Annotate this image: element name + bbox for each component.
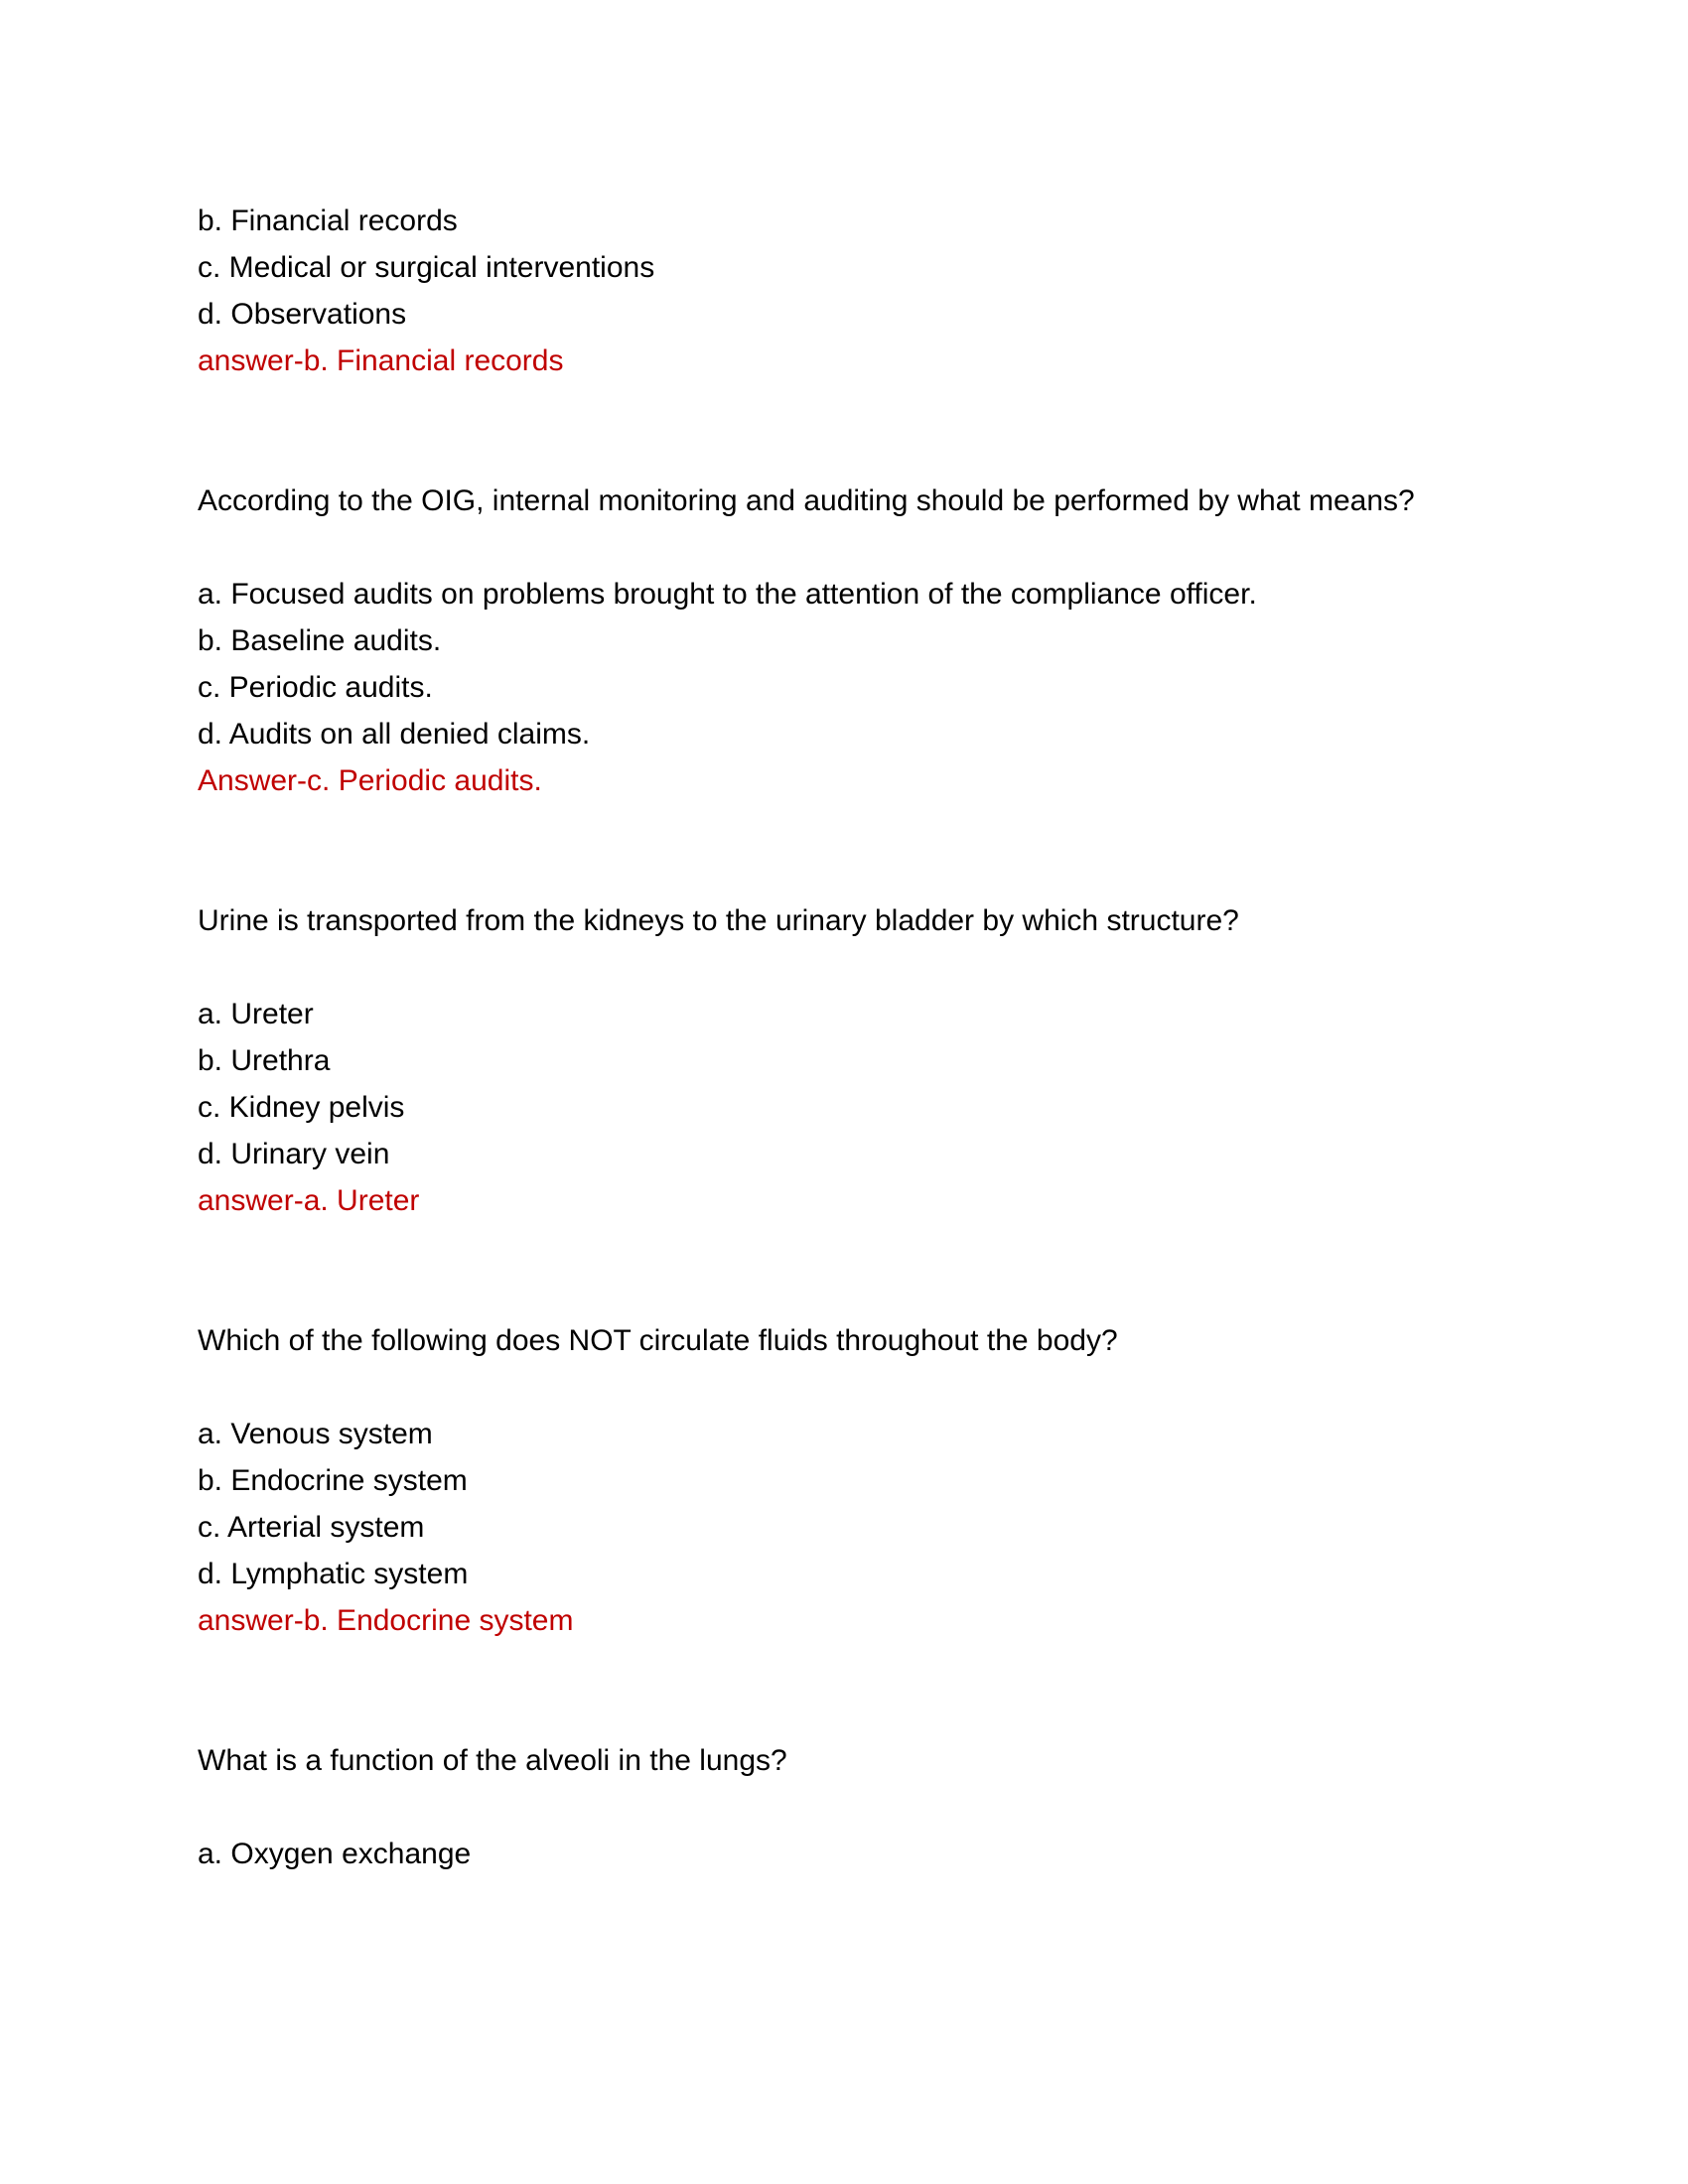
option: c. Periodic audits.: [198, 671, 433, 704]
question-text: According to the OIG, internal monitoring and auditing should be performed by what means?: [198, 484, 1415, 517]
option: b. Baseline audits.: [198, 624, 442, 657]
document-page: [198, 198, 1508, 1877]
question-block-0: [198, 198, 1508, 384]
option: d. Observations: [198, 298, 407, 331]
option: b. Financial records: [198, 205, 458, 237]
option: b. Urethra: [198, 1044, 331, 1077]
option: b. Endocrine system: [198, 1464, 468, 1497]
question-text: Urine is transported from the kidneys to the urinary bladder by which structure?: [198, 904, 1239, 937]
option: a. Ureter: [198, 998, 314, 1030]
question-block-3: [198, 1317, 1508, 1644]
option: d. Urinary vein: [198, 1138, 390, 1170]
answer: answer-a. Ureter: [198, 1184, 420, 1217]
option: a. Focused audits on problems brought to the attention of the compliance officer.: [198, 578, 1257, 611]
option: a. Oxygen exchange: [198, 1838, 472, 1870]
question-text: What is a function of the alveoli in the lungs?: [198, 1744, 787, 1777]
question-block-1: [198, 478, 1508, 804]
question-text: Which of the following does NOT circulate fluids throughout the body?: [198, 1324, 1118, 1357]
option: d. Lymphatic system: [198, 1558, 469, 1590]
option: a. Venous system: [198, 1418, 433, 1450]
option: c. Kidney pelvis: [198, 1091, 405, 1124]
answer: Answer-c. Periodic audits.: [198, 764, 542, 797]
option: d. Audits on all denied claims.: [198, 718, 591, 751]
option: c. Arterial system: [198, 1511, 425, 1544]
answer: answer-b. Financial records: [198, 344, 564, 377]
answer: answer-b. Endocrine system: [198, 1604, 574, 1637]
question-block-2: [198, 897, 1508, 1224]
question-block-4: [198, 1737, 1508, 1877]
option: c. Medical or surgical interventions: [198, 251, 655, 284]
